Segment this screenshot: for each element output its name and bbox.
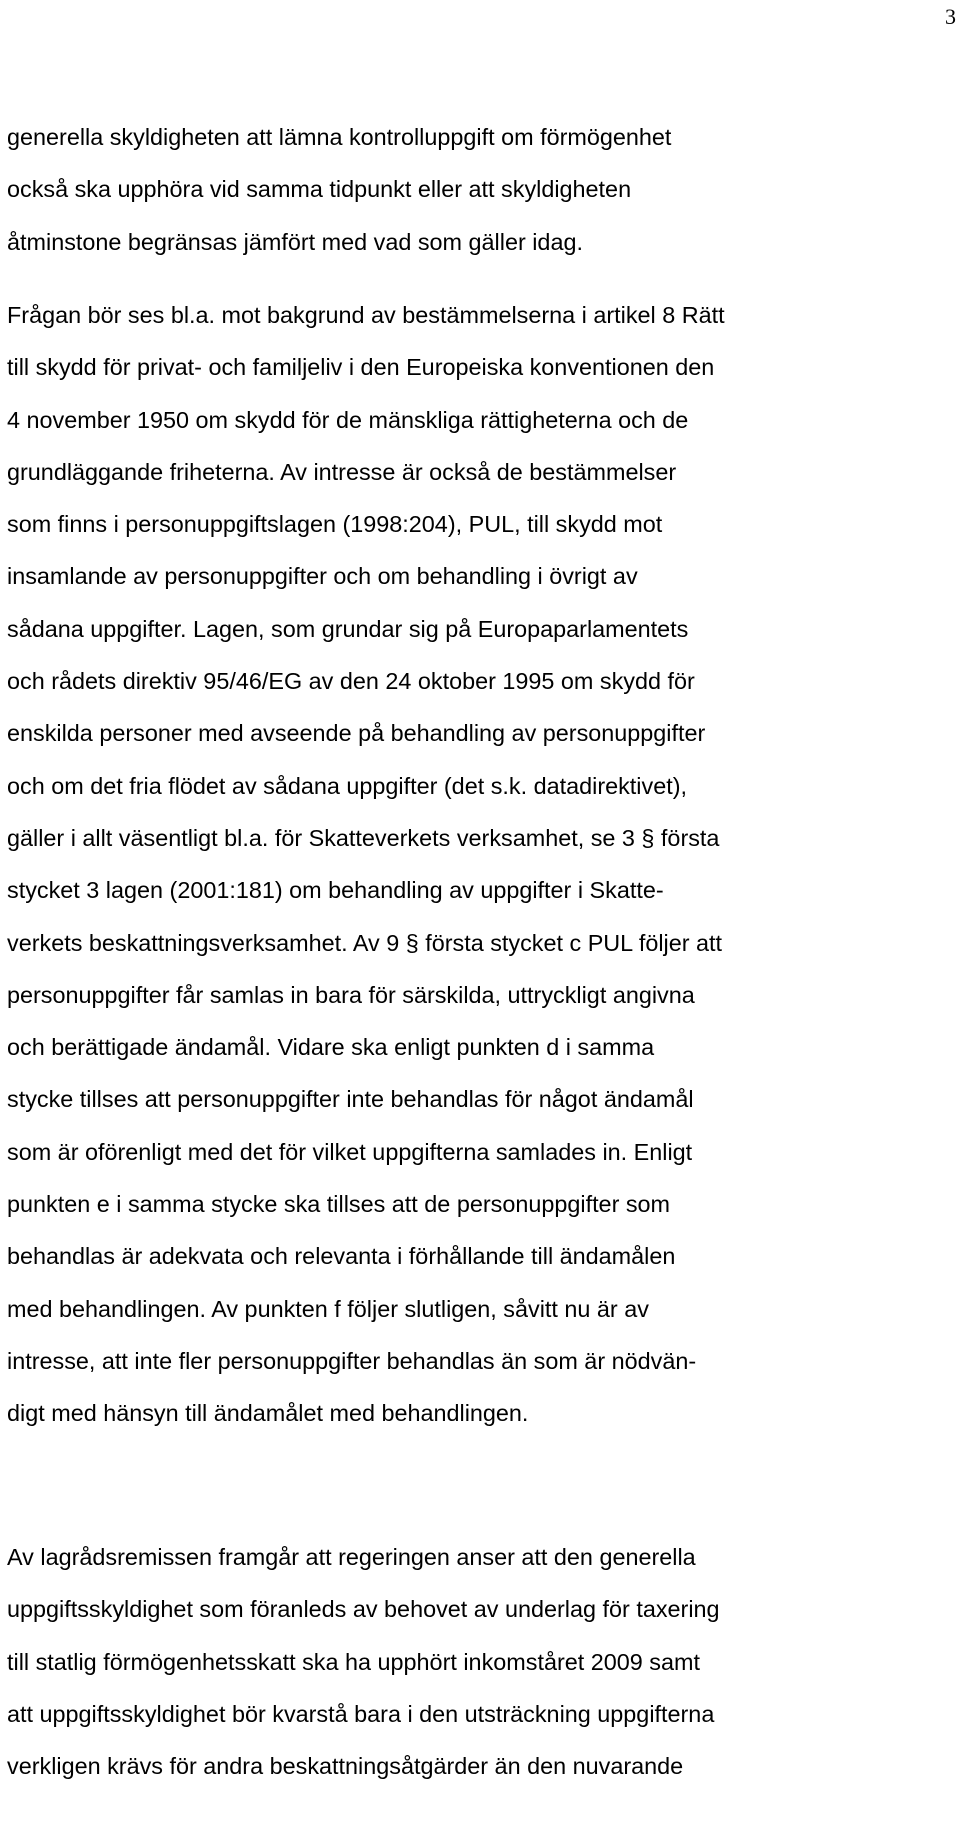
text-line: uppgiftsskyldighet som föranleds av behovet av underlag för taxering bbox=[7, 1596, 720, 1623]
text-line: grundläggande friheterna. Av intresse är också de bestämmelser bbox=[7, 458, 677, 485]
page-number: 3 bbox=[945, 4, 956, 29]
text-line: gäller i allt väsentligt bl.a. för Skatteverkets verksamhet, se 3 § första bbox=[7, 824, 720, 851]
text-line: punkten e i samma stycke ska tillses att de personuppgifter som bbox=[7, 1191, 671, 1218]
text-line: med behandlingen. Av punkten f följer slutligen, såvitt nu är av bbox=[7, 1295, 649, 1322]
text-line: till statlig förmögenhetsskatt ska ha upphört inkomståret 2009 samt bbox=[7, 1648, 700, 1675]
text-line: enskilda personer med avseende på behandling av personuppgifter bbox=[7, 720, 706, 747]
text-line: och rådets direktiv 95/46/EG av den 24 oktober 1995 om skydd för bbox=[7, 668, 695, 695]
text-line: åtminstone begränsas jämfört med vad som gäller idag. bbox=[7, 228, 583, 255]
text-line: sådana uppgifter. Lagen, som grundar sig på Europaparlamentets bbox=[7, 615, 689, 642]
text-line: personuppgifter får samlas in bara för särskilda, uttryckligt angivna bbox=[7, 981, 695, 1008]
text-line: och berättigade ändamål. Vidare ska enligt punkten d i samma bbox=[7, 1034, 655, 1061]
text-line: insamlande av personuppgifter och om behandling i övrigt av bbox=[7, 563, 638, 590]
text-line: att uppgiftsskyldighet bör kvarstå bara i den utsträckning uppgifterna bbox=[7, 1700, 715, 1727]
text-line: intresse, att inte fler personuppgifter behandlas än som är nödvän- bbox=[7, 1347, 697, 1374]
text-line: 4 november 1950 om skydd för de mänskliga rättigheterna och de bbox=[7, 406, 689, 433]
text-line: Av lagrådsremissen framgår att regeringen anser att den generella bbox=[7, 1544, 696, 1570]
text-line: Frågan bör ses bl.a. mot bakgrund av bestämmelserna i artikel 8 Rätt bbox=[7, 302, 725, 328]
text-line: digt med hänsyn till ändamålet med behandlingen. bbox=[7, 1400, 529, 1427]
text-line: stycket 3 lagen (2001:181) om behandling av uppgifter i Skatte- bbox=[7, 877, 664, 904]
text-line: också ska upphöra vid samma tidpunkt eller att skyldigheten bbox=[7, 176, 632, 203]
text-line: till skydd för privat- och familjeliv i den Europeiska konventionen den bbox=[7, 354, 715, 381]
text-line: som är oförenligt med det för vilket uppgifterna samlades in. Enligt bbox=[7, 1138, 693, 1165]
text-line: stycke tillses att personuppgifter inte behandlas för något ändamål bbox=[7, 1086, 694, 1113]
paragraph-2 bbox=[7, 289, 955, 1440]
text-line: och om det fria flödet av sådana uppgifter (det s.k. datadirektivet), bbox=[7, 772, 687, 799]
text-line: verkets beskattningsverksamhet. Av 9 § första stycket c PUL följer att bbox=[7, 929, 723, 956]
text-line: generella skyldigheten att lämna kontrolluppgift om förmögenhet bbox=[7, 124, 672, 150]
text-line: behandlas är adekvata och relevanta i förhållande till ändamålen bbox=[7, 1243, 676, 1270]
text-line: verkligen krävs för andra beskattningsåtgärder än den nuvarande bbox=[7, 1753, 684, 1780]
paragraph-3 bbox=[7, 1531, 955, 1792]
text-line: som finns i personuppgiftslagen (1998:204), PUL, till skydd mot bbox=[7, 511, 663, 538]
paragraph-1 bbox=[7, 111, 955, 268]
